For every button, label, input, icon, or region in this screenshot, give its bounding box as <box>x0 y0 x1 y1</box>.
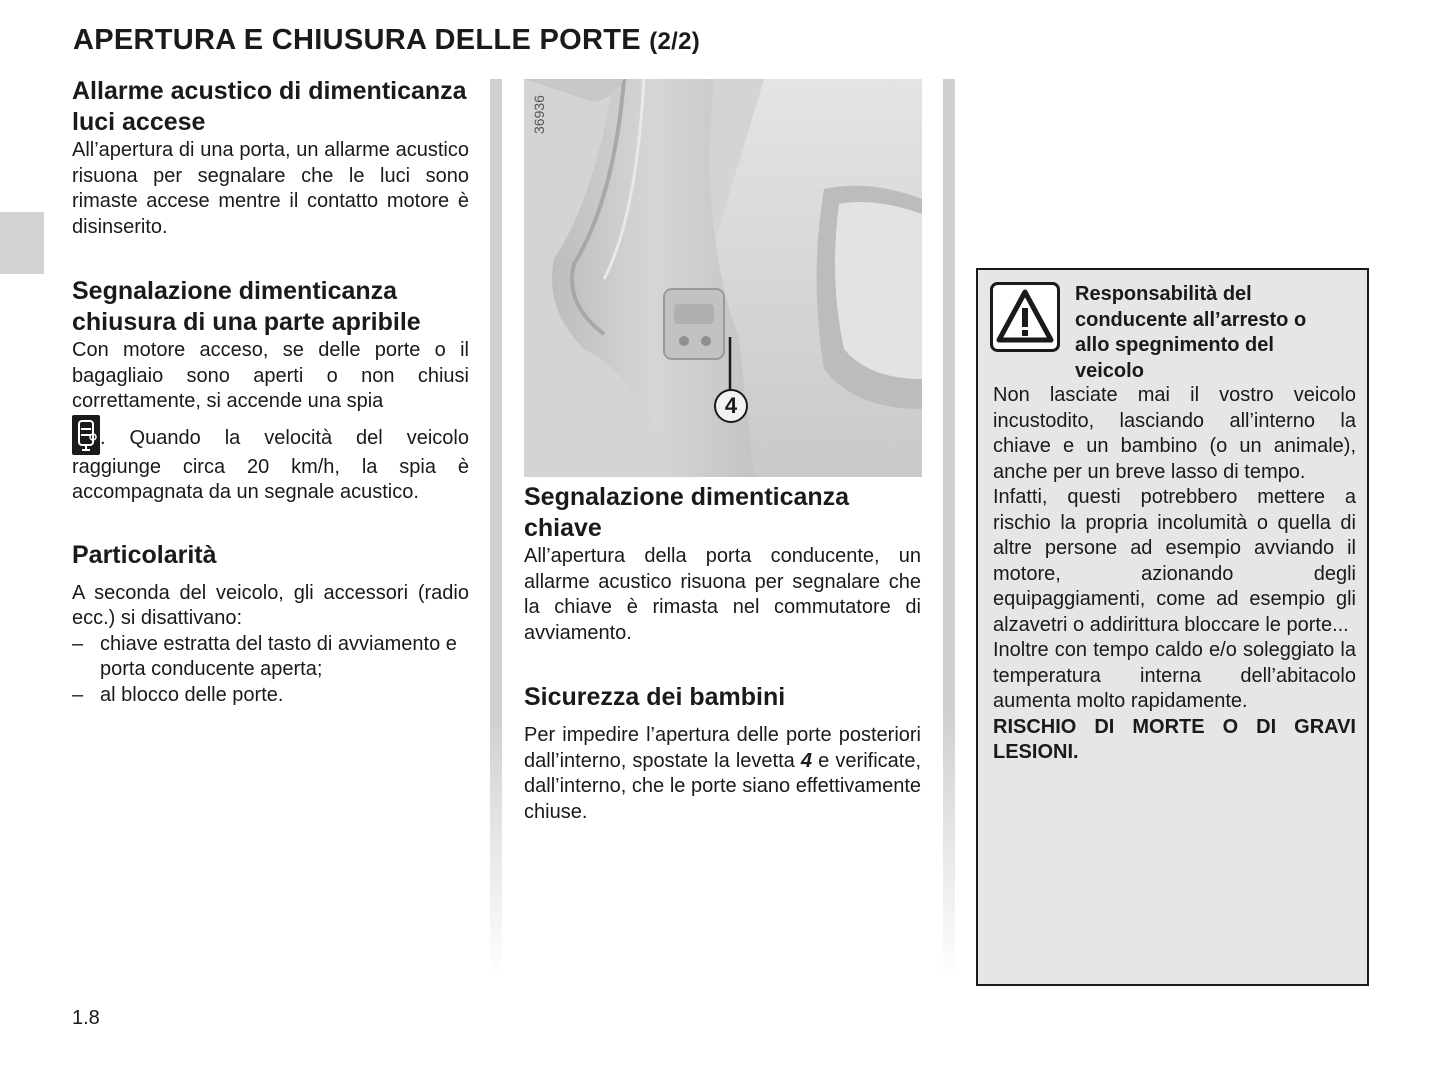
warning-paragraph: Infatti, questi potrebbero mettere a rischio la propria incolumità o quella di altre persone ad esempio avviando il motore, azionando degli equipaggiamenti, come ad esempio gli alzavetri o addirittura bloccare le porte... <box>993 486 1356 636</box>
left-column <box>72 76 469 708</box>
svg-text:36936: 36936 <box>531 95 547 134</box>
callout-number: 4 <box>714 389 748 423</box>
list-item: – al blocco delle porte. <box>72 683 469 709</box>
section-text-key-reminder: All’apertura della porta conducente, un allarme acustico risuona per segnalare che la chiave è rimasta nel commutatore di avviamento. <box>524 545 921 644</box>
particularities-list <box>72 632 469 709</box>
section-text-child-safety: Per impedire l’apertura delle porte posteriori dall’interno, spostate la levetta 4 e verificate, dall’interno, che le porte siano effettivamente chiuse. <box>524 724 922 823</box>
page-title-suffix: (2/2) <box>649 28 701 55</box>
list-item: – chiave estratta del tasto di avviamento e porta conducente aperta; <box>72 632 469 683</box>
section-title-key-reminder: Segnalazione dimenticanza chiave <box>524 483 850 542</box>
door-open-warning-lamp-icon <box>72 415 100 455</box>
warning-title: Responsabilità del conducente all’arresto o allo spegnimento del veicolo <box>1075 283 1307 382</box>
warning-box <box>976 268 1369 986</box>
column-divider-left <box>490 79 502 979</box>
section-title-open-part: Segnalazione dimenticanza chiusura di una parte apribile <box>72 277 421 336</box>
section-title-child-safety: Sicurezza dei bambini <box>524 683 786 711</box>
warning-paragraph: Non lasciate mai il vostro veicolo incustodito, lasciando all’interno la chiave e un bambino (o un animale), anche per un breve lasso di tempo. <box>993 384 1356 483</box>
section-tab-marker <box>0 212 44 274</box>
warning-body <box>993 383 1356 766</box>
section-text-open-part: Con motore acceso, se delle porte o il bagagliaio sono aperti o non chiusi correttamente, si accende una spia . Quando la velocità del veicolo raggiunge circa 20 km/h, la spia è accompagnata da un segnale acustico. <box>72 339 469 503</box>
section-text-particularities: A seconda del veicolo, gli accessori (radio ecc.) si disattivano: <box>72 581 469 629</box>
page-number: 1.8 <box>72 1007 100 1029</box>
warning-emphasis: RISCHIO DI MORTE O DI GRAVI LESIONI. <box>993 715 1356 763</box>
section-title-lights-alarm: Allarme acustico di dimenticanza luci accese <box>72 77 467 136</box>
page-title: APERTURA E CHIUSURA DELLE PORTE (2/2) <box>73 24 701 56</box>
column-divider-right <box>943 79 955 979</box>
middle-column <box>524 482 921 825</box>
door-lock-illustration <box>524 79 922 477</box>
section-title-particularities: Particolarità <box>72 540 217 569</box>
figure-code <box>524 84 554 144</box>
section-text-lights-alarm: All’apertura di una porta, un allarme acustico risuona per segnalare che le luci sono rimaste accese mentre il contatto motore è disinserito. <box>72 139 469 238</box>
warning-triangle-icon <box>990 282 1060 352</box>
warning-paragraph: Inoltre con tempo caldo e/o soleggiato la temperatura interna dell’abitacolo aumenta molto rapidamente. <box>993 639 1356 712</box>
